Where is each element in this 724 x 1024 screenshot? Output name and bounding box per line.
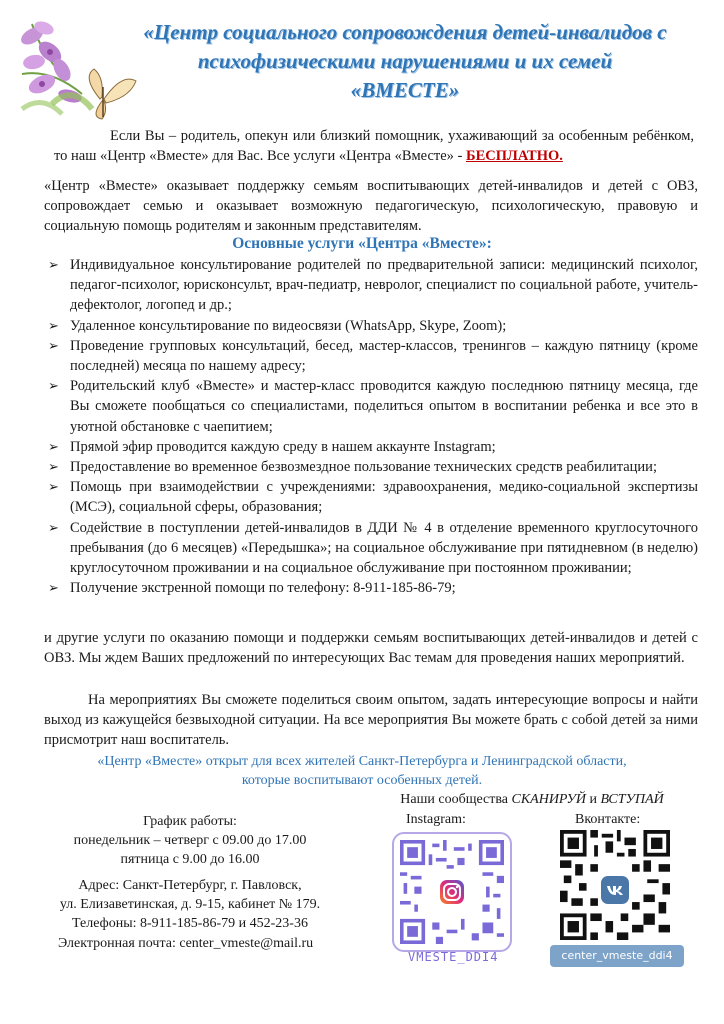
list-item: ➢ Проведение групповых консультаций, бесед, мастер-классов, тренингов – каждую пятницу (кроме последней) месяца по нашему адресу;	[48, 337, 698, 375]
invite-line-1: «Центр «Вместе» открыт для всех жителей Санкт-Петербурга и Ленинградской области,	[97, 754, 627, 769]
arrow-bullet-icon: ➢	[48, 317, 59, 333]
vk-icon	[601, 876, 629, 904]
instagram-icon	[438, 878, 466, 906]
list-item: ➢ Индивидуальное консультирование родителей по предварительной записи: медицинский психолог, педагог-психолог, юрисконсульт, врач-педиатр, невролог, специалист по социальной работе, учитель-дефектолог, логопед и др.;	[48, 257, 698, 314]
email-line: Электронная почта: center_vmeste@mail.ru	[58, 936, 314, 951]
other-services-paragraph: и другие услуги по оказанию помощи и поддержки семьям воспитывающих детей-инвалидов и детей с ОВЗ. Мы ждем Ваших предложений по интересующих Вас темам для проведения наших мероприятий.	[44, 630, 698, 666]
communities-heading: Наши сообщества СКАНИРУЙ и ВСТУПАЙ	[400, 792, 664, 807]
services-heading: Основные услуги «Центра «Вместе»:	[232, 235, 492, 252]
list-item: ➢ Родительский клуб «Вместе» и мастер-класс проводится каждую последнюю пятницу месяца, где Вы сможете пообщаться со специалистами, поделиться опытом в воспитании ребенка и все это в уютной обстановке с чаепитием;	[48, 378, 698, 435]
arrow-bullet-icon: ➢	[48, 337, 59, 353]
arrow-bullet-icon: ➢	[48, 580, 59, 596]
intro-text: Если Вы – родитель, опекун или близкий помощник, ухаживающий за особенным ребёнком, то наш «Центр «Вместе» для Вас. Все услуги «Центра «Вместе» -	[54, 128, 694, 164]
arrow-bullet-icon: ➢	[48, 257, 59, 272]
events-paragraph: На мероприятиях Вы сможете поделиться своим опытом, задать интересующие вопросы и найти выход из кажущейся безвыходной ситуации. На все мероприятия Вы можете брать с собой детей за ними присмотрит наш воспитатель.	[44, 692, 698, 748]
instagram-label: Instagram:	[406, 812, 466, 827]
arrow-bullet-icon: ➢	[48, 438, 59, 454]
free-label: БЕСПЛАТНО.	[466, 148, 563, 164]
invite-text	[0, 752, 724, 790]
title-line-3: «ВМЕСТЕ»	[350, 78, 460, 102]
support-paragraph: «Центр «Вместе» оказывает поддержку семьям воспитывающих детей-инвалидов и детей с ОВЗ, сопровождает семью и оказывает возможную педагогическую, психологическую, правовую и социальную помощь родителям и законным представителям.	[44, 178, 698, 234]
address-line-2: ул. Елизаветинская, д. 9-15, кабинет № 179.	[59, 897, 321, 912]
arrow-bullet-icon: ➢	[48, 479, 59, 495]
title-line-1: «Центр социального сопровождения детей-инвалидов с	[143, 20, 667, 44]
vk-qr-code[interactable]	[555, 830, 675, 950]
instagram-qr-code[interactable]	[392, 832, 512, 952]
list-item: ➢ Удаленное консультирование по видеосвязи (WhatsApp, Skype, Zoom);	[44, 316, 698, 336]
arrow-bullet-icon: ➢	[48, 378, 59, 394]
arrow-bullet-icon: ➢	[48, 459, 59, 475]
services-list	[44, 255, 698, 598]
page-title	[120, 18, 690, 105]
list-item: ➢ Содействие в поступлении детей-инвалидов в ДДИ № 4 в отделение временного круглосуточного пребывания (до 6 месяцев) «Передышка»; на социальное обслуживание при пятидневном (в неделю) круглосуточном проживании и на социальное обслуживание при постоянном проживании;	[48, 519, 698, 577]
address-line-1: Адрес: Санкт-Петербург, г. Павловск,	[78, 878, 302, 893]
title-line-2: психофизическими нарушениями и их семей	[197, 49, 613, 73]
work-schedule	[40, 812, 340, 869]
list-item: ➢ Помощь при взаимодействии с учреждениями: здравоохранения, медико-социальной экспертизы (МСЭ), социальной сферы, образования;	[48, 479, 698, 516]
join-label: ВСТУПАЙ	[600, 792, 664, 807]
vk-caption: center_vmeste_ddi4	[550, 945, 684, 967]
list-item: ➢ Предоставление во временное безвозмездное пользование технических средств реабилитации;	[44, 457, 698, 477]
list-item: ➢ Получение экстренной помощи по телефону: 8-911-185-86-79;	[44, 578, 698, 598]
schedule-line-2: пятница с 9.00 до 16.00	[120, 852, 260, 867]
list-item: ➢ Прямой эфир проводится каждую среду в нашем аккаунте Instagram;	[44, 437, 698, 457]
schedule-line-1: понедельник – четверг с 09.00 до 17.00	[73, 833, 307, 848]
schedule-title: График работы:	[143, 814, 237, 829]
intro-paragraph	[54, 126, 694, 166]
contact-address	[40, 876, 340, 933]
vk-label: Вконтакте:	[575, 812, 641, 827]
arrow-bullet-icon: ➢	[48, 519, 59, 535]
phones: Телефоны: 8-911-185-86-79 и 452-23-36	[72, 916, 308, 931]
invite-line-2: которые воспитывают особенных детей.	[241, 773, 483, 788]
scan-label: СКАНИРУЙ	[511, 792, 587, 807]
instagram-caption: VMESTE_DDI4	[408, 950, 499, 964]
